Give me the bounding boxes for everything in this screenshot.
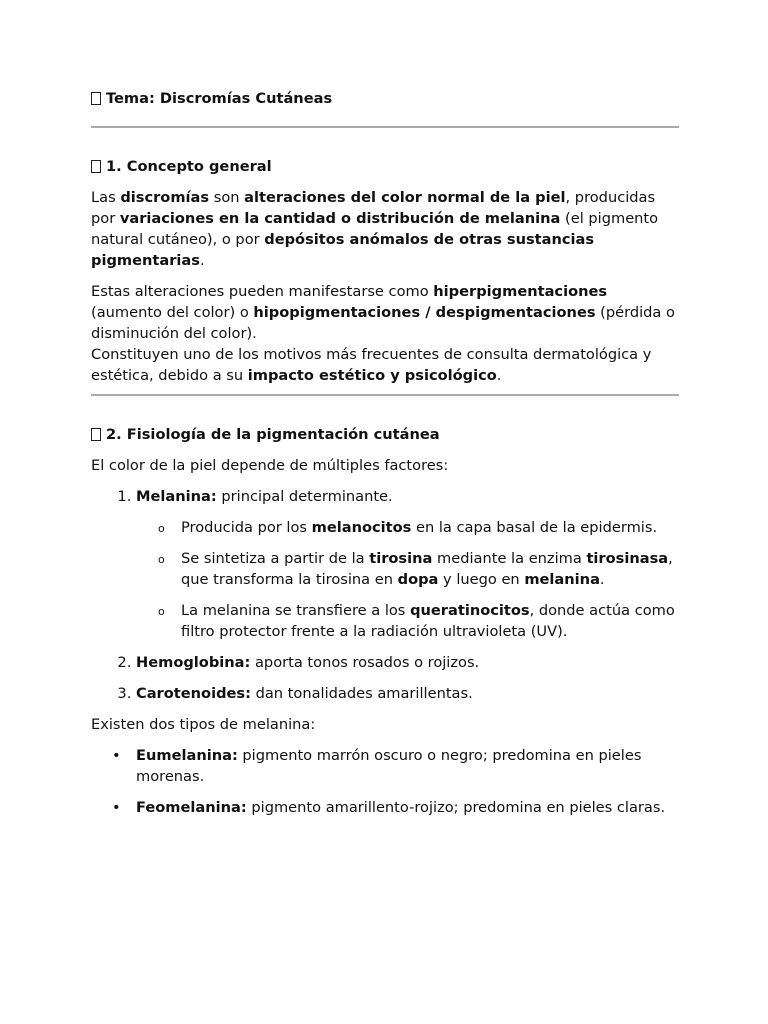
text-run: mediante la enzima: [432, 550, 587, 567]
divider: [91, 126, 679, 128]
text-run: dan tonalidades amarillentas.: [250, 685, 473, 702]
list-item: [136, 745, 679, 787]
bold-term: melanocitos: [311, 519, 412, 536]
text-run: en la capa basal de la epidermis.: [411, 519, 658, 536]
text-run: aporta tonos rosados o rojizos.: [250, 654, 480, 671]
factors-list: [91, 486, 679, 704]
bold-term: Carotenoides:: [136, 685, 251, 702]
bold-term: Feomelanina:: [136, 799, 247, 816]
bold-term: Eumelanina:: [136, 747, 238, 764]
list-item: [181, 548, 679, 590]
paragraph-intro: El color de la piel depende de múltiples factores:: [91, 457, 449, 474]
bold-term: alteraciones del color normal de la piel: [244, 189, 566, 206]
document-icon: [91, 428, 101, 441]
bold-term: variaciones en la cantidad o distribución de melanina: [119, 210, 561, 227]
bold-term: impacto estético y psicológico: [247, 367, 497, 384]
paragraph-manifestations: [91, 281, 679, 386]
text-run: .: [496, 367, 502, 384]
document-title: [91, 88, 679, 114]
text-run: , donde actúa como filtro protector frente a la radiación ultravioleta (UV).: [181, 602, 675, 640]
text-run: son: [209, 189, 245, 206]
list-item: [136, 652, 679, 673]
section-heading-fisiologia: [91, 424, 679, 445]
bold-term: queratinocitos: [410, 602, 530, 619]
bold-term: depósitos anómalos de otras sustancias pigmentarias: [91, 231, 595, 269]
bold-term: tirosinasa: [586, 550, 669, 567]
text-run: pigmento marrón oscuro o negro; predomina en pieles morenas.: [136, 747, 642, 785]
list-item: [136, 797, 679, 818]
bold-term: Melanina:: [136, 488, 217, 505]
melanin-types-list: [91, 745, 679, 818]
list-item: [136, 486, 679, 642]
bold-term: tirosina: [369, 550, 433, 567]
text-run: , que transforma la tirosina en: [181, 550, 673, 588]
melanina-sublist: [136, 517, 679, 642]
paragraph-types-intro: Existen dos tipos de melanina:: [91, 716, 316, 733]
text-run: pigmento amarillento-rojizo; predomina en pieles claras.: [246, 799, 666, 816]
section-heading-concepto: [91, 156, 679, 177]
bold-term: hiperpigmentaciones: [433, 283, 608, 300]
bold-term: melanina: [524, 571, 600, 588]
text-run: , producidas por: [91, 189, 656, 227]
text-run: Estas alteraciones pueden manifestarse como: [91, 283, 434, 300]
text-run: Constituyen uno de los motivos más frecuentes de consulta dermatológica y estética, debido a su: [91, 346, 652, 384]
document-content: [91, 88, 679, 828]
text-run: Las: [91, 189, 121, 206]
text-run: La melanina se transfiere a los: [181, 602, 411, 619]
text-run: (pérdida o disminución del color).: [91, 304, 675, 342]
text-run: Producida por los: [181, 519, 312, 536]
list-item: [181, 600, 679, 642]
document-title-text: Tema: Discromías Cutáneas: [106, 90, 333, 107]
text-run: .: [599, 571, 605, 588]
divider: [91, 394, 679, 396]
document-icon: [91, 160, 101, 173]
section-heading-text: 1. Concepto general: [106, 158, 272, 175]
text-run: principal determinante.: [216, 488, 393, 505]
list-item: [181, 517, 679, 538]
document-icon: [91, 92, 101, 105]
text-run: (el pigmento natural cutáneo), o por: [91, 210, 659, 248]
bold-term: dopa: [397, 571, 439, 588]
list-item: [136, 683, 679, 704]
bold-term: Hemoglobina:: [136, 654, 251, 671]
bold-term: discromías: [120, 189, 210, 206]
text-run: (aumento del color) o: [91, 304, 254, 321]
text-run: .: [199, 252, 205, 269]
text-run: Se sintetiza a partir de la: [181, 550, 370, 567]
section-heading-text: 2. Fisiología de la pigmentación cutánea: [106, 426, 440, 443]
paragraph-definition: [91, 187, 679, 271]
text-run: y luego en: [438, 571, 525, 588]
bold-term: hipopigmentaciones / despigmentaciones: [253, 304, 596, 321]
